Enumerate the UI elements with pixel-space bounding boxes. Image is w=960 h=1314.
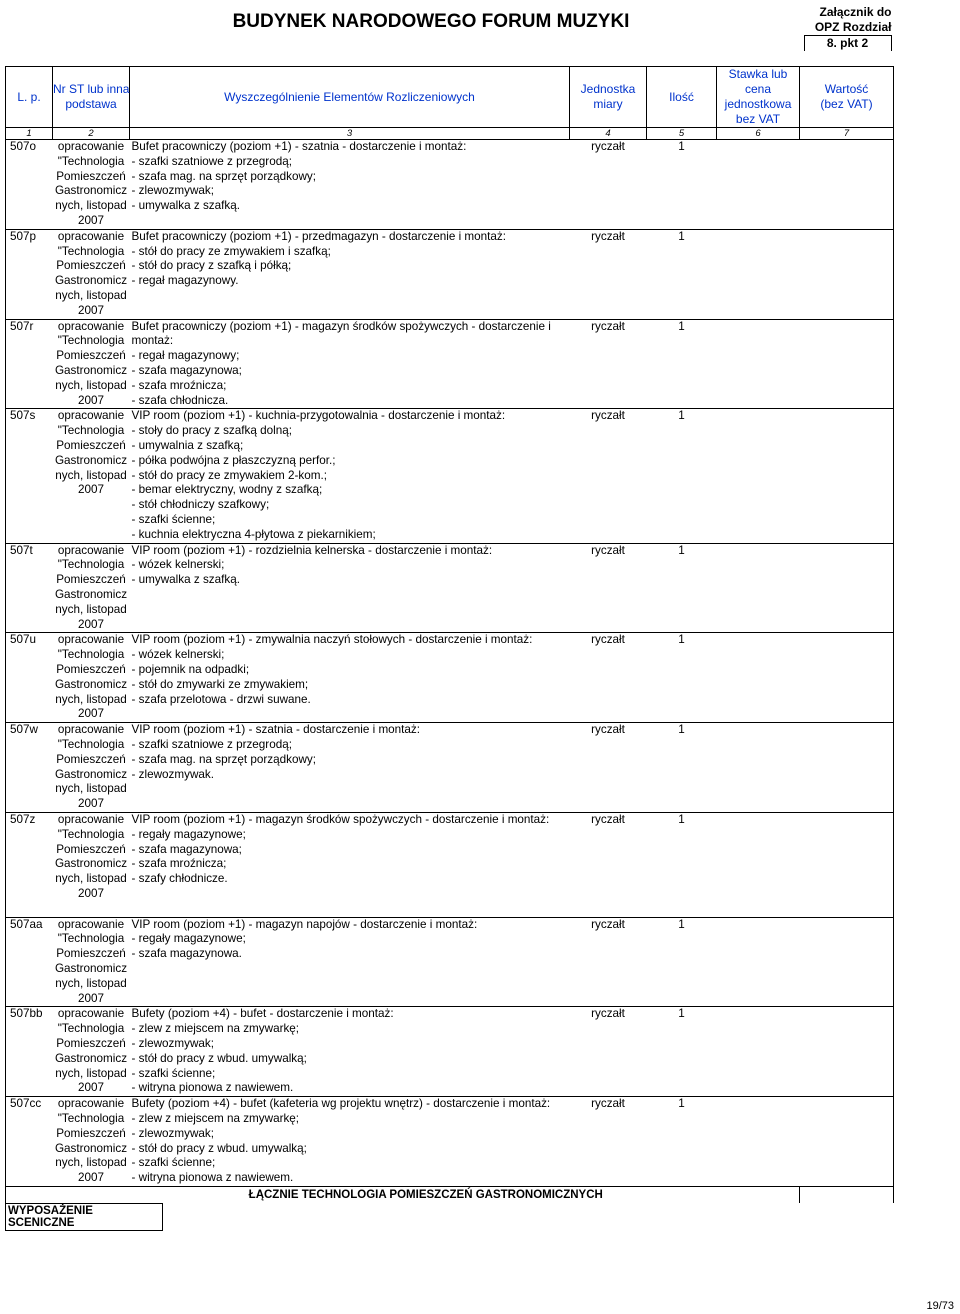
description-line: - regał magazynowy. bbox=[131, 274, 239, 288]
item-number: 507u bbox=[6, 633, 53, 723]
col-header-lp: L. p. bbox=[6, 67, 53, 128]
description-line: VIP room (poziom +1) - szatnia - dostarczenie i montaż: bbox=[131, 723, 421, 737]
basis-line: nych, listopad bbox=[55, 1066, 127, 1080]
description-line: - witryna pionowa z nawiewem. bbox=[131, 1171, 294, 1185]
total-label: ŁĄCZNIE TECHNOLOGIA POMIESZCZEŃ GASTRONOMICZNYCH bbox=[53, 1186, 800, 1203]
description-line: Bufet pracowniczy (poziom +1) - przedmagazyn - dostarczenie i montaż: bbox=[131, 229, 506, 243]
item-quantity: 1 bbox=[647, 723, 717, 813]
document-sheet bbox=[5, 5, 893, 1231]
basis-line: "Technologia bbox=[57, 737, 125, 751]
table-row bbox=[6, 543, 894, 633]
description-line: VIP room (poziom +1) - kuchnia-przygotowalnia - dostarczenie i montaż: bbox=[131, 409, 506, 423]
description-line: - zlew z miejscem na zmywarkę; bbox=[131, 1111, 300, 1125]
basis-line: 2007 bbox=[77, 393, 104, 407]
basis-line: nych, listopad bbox=[55, 872, 127, 886]
basis-line: Gastronomicz bbox=[54, 767, 128, 781]
annex-reference bbox=[717, 5, 894, 67]
item-description bbox=[130, 229, 570, 319]
item-quantity: 1 bbox=[647, 1007, 717, 1097]
description-line: - bemar elektryczny, wodny z szafką; bbox=[131, 483, 323, 497]
item-rate bbox=[717, 1007, 800, 1097]
description-line: - szafa chłodnicza. bbox=[131, 393, 229, 407]
document-title: BUDYNEK NARODOWEGO FORUM MUZYKI bbox=[232, 11, 630, 32]
basis-line: Pomieszczeń bbox=[56, 349, 126, 363]
item-rate bbox=[717, 543, 800, 633]
basis-line: 2007 bbox=[77, 1081, 104, 1095]
description-line: - półka podwójna z płaszczyzną perfor.; bbox=[131, 453, 336, 467]
item-value bbox=[800, 409, 894, 543]
item-number: 507s bbox=[6, 409, 53, 543]
item-rate bbox=[717, 319, 800, 409]
annex-line-3: 8. pkt 2 bbox=[804, 35, 892, 51]
item-number: 507bb bbox=[6, 1007, 53, 1097]
col-number: 7 bbox=[800, 128, 894, 140]
description-line: - szafki szatniowe z przegrodą; bbox=[131, 154, 292, 168]
description-line: - kuchnia elektryczna 4-płytowa z piekarnikiem; bbox=[131, 527, 376, 541]
basis-line: nych, listopad bbox=[55, 1156, 127, 1170]
item-unit: ryczałt bbox=[570, 1007, 647, 1097]
description-line: - wózek kelnerski; bbox=[131, 558, 225, 572]
description-line: - zlewozmywak; bbox=[131, 184, 214, 198]
item-number: 507w bbox=[6, 723, 53, 813]
item-basis bbox=[53, 1007, 130, 1097]
basis-line: "Technologia bbox=[57, 154, 125, 168]
basis-line: Gastronomicz bbox=[54, 453, 128, 467]
basis-line: Gastronomicz bbox=[54, 587, 128, 601]
item-number: 507aa bbox=[6, 917, 53, 1007]
total-row bbox=[6, 1186, 894, 1203]
description-line: - umywalka z szafką. bbox=[131, 199, 240, 213]
item-quantity: 1 bbox=[647, 409, 717, 543]
item-number: 507cc bbox=[6, 1097, 53, 1187]
table-row bbox=[6, 917, 894, 1007]
item-description bbox=[130, 409, 570, 543]
description-line: - pojemnik na odpadki; bbox=[131, 662, 250, 676]
item-quantity: 1 bbox=[647, 229, 717, 319]
basis-line: 2007 bbox=[77, 1171, 104, 1185]
description-line: Bufet pracowniczy (poziom +1) - magazyn środków spożywczych - dostarczenie i bbox=[131, 319, 551, 333]
description-line: VIP room (poziom +1) - magazyn napojów - dostarczenie i montaż: bbox=[131, 917, 478, 931]
description-line: - szafa mag. na sprzęt porządkowy; bbox=[131, 169, 316, 183]
item-quantity: 1 bbox=[647, 543, 717, 633]
item-unit: ryczałt bbox=[570, 812, 647, 917]
basis-line: nych, listopad bbox=[55, 468, 127, 482]
col-header-description: Wyszczególnienie Elementów Rozliczeniowych bbox=[130, 67, 570, 128]
item-rate bbox=[717, 633, 800, 723]
description-line: - stoły do pracy z szafką dolną; bbox=[131, 424, 292, 438]
description-line: - umywalka z szafką. bbox=[131, 573, 240, 587]
basis-line: opracowanie bbox=[57, 1097, 125, 1111]
table-row bbox=[6, 1007, 894, 1097]
basis-line: "Technologia bbox=[57, 648, 125, 662]
basis-line: 2007 bbox=[77, 991, 104, 1005]
item-basis bbox=[53, 633, 130, 723]
basis-line: opracowanie bbox=[57, 917, 125, 931]
table-row bbox=[6, 812, 894, 917]
item-value bbox=[800, 140, 894, 230]
item-rate bbox=[717, 1097, 800, 1187]
description-line: - szafa magazynowa; bbox=[131, 842, 242, 856]
item-quantity: 1 bbox=[647, 633, 717, 723]
basis-line: nych, listopad bbox=[55, 199, 127, 213]
col-number: 6 bbox=[717, 128, 800, 140]
basis-line: "Technologia bbox=[57, 1022, 125, 1036]
col-header-value: Wartość (bez VAT) bbox=[800, 67, 894, 128]
item-value bbox=[800, 1007, 894, 1097]
item-description bbox=[130, 140, 570, 230]
item-value bbox=[800, 633, 894, 723]
next-section-heading: WYPOSAŻENIE SCENICZNE bbox=[5, 1203, 163, 1231]
total-value bbox=[800, 1186, 894, 1203]
basis-line: nych, listopad bbox=[55, 976, 127, 990]
basis-line: "Technologia bbox=[57, 1111, 125, 1125]
basis-line: Pomieszczeń bbox=[56, 169, 126, 183]
col-number: 2 bbox=[53, 128, 130, 140]
description-line: montaż: bbox=[131, 334, 174, 348]
basis-line: opracowanie bbox=[57, 543, 125, 557]
table-row bbox=[6, 409, 894, 543]
description-line: - szafy chłodnicze. bbox=[131, 872, 228, 886]
item-value bbox=[800, 723, 894, 813]
description-line: - szafa przelotowa - drzwi suwane. bbox=[131, 692, 311, 706]
item-rate bbox=[717, 812, 800, 917]
basis-line: "Technologia bbox=[57, 827, 125, 841]
item-unit: ryczałt bbox=[570, 543, 647, 633]
item-description bbox=[130, 917, 570, 1007]
description-line: - umywalnia z szafką; bbox=[131, 438, 244, 452]
item-description bbox=[130, 812, 570, 917]
item-basis bbox=[53, 319, 130, 409]
item-unit: ryczałt bbox=[570, 409, 647, 543]
item-description bbox=[130, 319, 570, 409]
description-line: - stół chłodniczy szafkowy; bbox=[131, 498, 270, 512]
basis-line: "Technologia bbox=[57, 424, 125, 438]
description-line: - szafa magazynowa; bbox=[131, 363, 242, 377]
description-line: - zlew z miejscem na zmywarkę; bbox=[131, 1022, 300, 1036]
basis-line: 2007 bbox=[77, 797, 104, 811]
description-line: - zlewozmywak; bbox=[131, 1036, 214, 1050]
item-number: 507t bbox=[6, 543, 53, 633]
item-rate bbox=[717, 229, 800, 319]
basis-line: 2007 bbox=[77, 303, 104, 317]
item-description bbox=[130, 723, 570, 813]
description-line: - szafki ścienne; bbox=[131, 1156, 216, 1170]
item-quantity: 1 bbox=[647, 1097, 717, 1187]
col-number: 1 bbox=[6, 128, 53, 140]
item-description bbox=[130, 633, 570, 723]
description-line: - szafa mroźnicza; bbox=[131, 378, 227, 392]
item-rate bbox=[717, 409, 800, 543]
description-line: - stół do pracy ze zmywakiem i szafką; bbox=[131, 244, 331, 258]
item-value bbox=[800, 543, 894, 633]
basis-line: nych, listopad bbox=[55, 782, 127, 796]
item-value bbox=[800, 1097, 894, 1187]
col-header-quantity: Ilość bbox=[647, 67, 717, 128]
basis-line: Gastronomicz bbox=[54, 274, 128, 288]
description-line: VIP room (poziom +1) - zmywalnia naczyń stołowych - dostarczenie i montaż: bbox=[131, 633, 533, 647]
basis-line: Gastronomicz bbox=[54, 677, 128, 691]
item-quantity: 1 bbox=[647, 140, 717, 230]
basis-line: 2007 bbox=[77, 886, 104, 900]
description-line: - stół do pracy z szafką i półką; bbox=[131, 259, 292, 273]
basis-line: Gastronomicz bbox=[54, 363, 128, 377]
description-line: - wózek kelnerski; bbox=[131, 648, 225, 662]
basis-line: "Technologia bbox=[57, 334, 125, 348]
item-basis bbox=[53, 543, 130, 633]
table-row bbox=[6, 1097, 894, 1187]
description-line: - szafki szatniowe z przegrodą; bbox=[131, 737, 292, 751]
col-number: 5 bbox=[647, 128, 717, 140]
basis-line: opracowanie bbox=[57, 140, 125, 153]
col-header-rate: Stawka lub cena jednostkowa bez VAT bbox=[717, 67, 800, 128]
basis-line: nych, listopad bbox=[55, 378, 127, 392]
item-unit: ryczałt bbox=[570, 229, 647, 319]
col-header-basis: Nr ST lub inna podstawa bbox=[53, 67, 130, 128]
item-quantity: 1 bbox=[647, 319, 717, 409]
page-number: 19/73 bbox=[926, 1300, 954, 1312]
basis-line: Pomieszczeń bbox=[56, 1126, 126, 1140]
description-line: - stół do pracy ze zmywakiem 2-kom.; bbox=[131, 468, 327, 482]
basis-line: Gastronomicz bbox=[54, 1051, 128, 1065]
description-line: - witryna pionowa z nawiewem. bbox=[131, 1081, 294, 1095]
item-value bbox=[800, 812, 894, 917]
item-number: 507p bbox=[6, 229, 53, 319]
col-number: 3 bbox=[130, 128, 570, 140]
basis-line: "Technologia bbox=[57, 244, 125, 258]
basis-line: 2007 bbox=[77, 617, 104, 631]
table-row bbox=[6, 140, 894, 230]
basis-line: Pomieszczeń bbox=[56, 662, 126, 676]
item-basis bbox=[53, 409, 130, 543]
basis-line: opracowanie bbox=[57, 319, 125, 333]
basis-line: Pomieszczeń bbox=[56, 842, 126, 856]
basis-line: Pomieszczeń bbox=[56, 947, 126, 961]
item-value bbox=[800, 319, 894, 409]
description-line: - regały magazynowe; bbox=[131, 932, 246, 946]
basis-line: 2007 bbox=[77, 483, 104, 497]
col-header-unit: Jednostka miary bbox=[570, 67, 647, 128]
description-line: Bufet pracowniczy (poziom +1) - szatnia - dostarczenie i montaż: bbox=[131, 140, 467, 153]
description-line: Bufety (poziom +4) - bufet - dostarczenie i montaż: bbox=[131, 1007, 394, 1021]
description-line: - stół do pracy z wbud. umywalką; bbox=[131, 1051, 307, 1065]
cost-table bbox=[5, 5, 894, 1203]
description-line: - szafki ścienne; bbox=[131, 512, 216, 526]
column-number-row bbox=[6, 128, 894, 140]
item-basis bbox=[53, 723, 130, 813]
item-basis bbox=[53, 229, 130, 319]
description-line: - stół do zmywarki ze zmywakiem; bbox=[131, 677, 309, 691]
table-row bbox=[6, 319, 894, 409]
basis-line: Gastronomicz bbox=[54, 961, 128, 975]
item-description bbox=[130, 543, 570, 633]
table-row bbox=[6, 229, 894, 319]
basis-line: Pomieszczeń bbox=[56, 438, 126, 452]
description-line: - stół do pracy z wbud. umywalką; bbox=[131, 1141, 307, 1155]
basis-line: opracowanie bbox=[57, 723, 125, 737]
item-unit: ryczałt bbox=[570, 917, 647, 1007]
item-unit: ryczałt bbox=[570, 723, 647, 813]
basis-line: "Technologia bbox=[57, 932, 125, 946]
item-basis bbox=[53, 917, 130, 1007]
basis-line: Gastronomicz bbox=[54, 184, 128, 198]
item-unit: ryczałt bbox=[570, 140, 647, 230]
item-rate bbox=[717, 917, 800, 1007]
item-value bbox=[800, 917, 894, 1007]
table-row bbox=[6, 723, 894, 813]
basis-line: opracowanie bbox=[57, 1007, 125, 1021]
item-quantity: 1 bbox=[647, 917, 717, 1007]
item-value bbox=[800, 229, 894, 319]
basis-line: nych, listopad bbox=[55, 288, 127, 302]
basis-line: Pomieszczeń bbox=[56, 752, 126, 766]
item-basis bbox=[53, 1097, 130, 1187]
description-line: - szafa mroźnicza; bbox=[131, 857, 227, 871]
item-unit: ryczałt bbox=[570, 1097, 647, 1187]
basis-line: 2007 bbox=[77, 213, 104, 227]
description-line: - zlewozmywak. bbox=[131, 767, 214, 781]
item-number: 507o bbox=[6, 140, 53, 230]
basis-line: opracowanie bbox=[57, 409, 125, 423]
basis-line: nych, listopad bbox=[55, 602, 127, 616]
item-description bbox=[130, 1097, 570, 1187]
item-quantity: 1 bbox=[647, 812, 717, 917]
basis-line: Gastronomicz bbox=[54, 1141, 128, 1155]
annex-line-2: OPZ Rozdział bbox=[814, 20, 892, 34]
basis-line: opracowanie bbox=[57, 812, 125, 826]
basis-line: "Technologia bbox=[57, 558, 125, 572]
item-number: 507r bbox=[6, 319, 53, 409]
basis-line: Pomieszczeń bbox=[56, 573, 126, 587]
description-line: VIP room (poziom +1) - magazyn środków spożywczych - dostarczenie i montaż: bbox=[131, 812, 550, 826]
item-basis bbox=[53, 140, 130, 230]
basis-line: 2007 bbox=[77, 707, 104, 721]
description-line: VIP room (poziom +1) - rozdzielnia kelnerska - dostarczenie i montaż: bbox=[131, 543, 493, 557]
description-line: - szafki ścienne; bbox=[131, 1066, 216, 1080]
item-rate bbox=[717, 723, 800, 813]
basis-line: nych, listopad bbox=[55, 692, 127, 706]
basis-line: Pomieszczeń bbox=[56, 259, 126, 273]
item-rate bbox=[717, 140, 800, 230]
description-line: - regały magazynowe; bbox=[131, 827, 246, 841]
description-line: - zlewozmywak; bbox=[131, 1126, 214, 1140]
item-description bbox=[130, 1007, 570, 1097]
item-basis bbox=[53, 812, 130, 917]
annex-line-1: Załącznik do bbox=[819, 5, 892, 19]
basis-line: opracowanie bbox=[57, 229, 125, 243]
basis-line: Gastronomicz bbox=[54, 857, 128, 871]
table-row bbox=[6, 633, 894, 723]
item-number: 507z bbox=[6, 812, 53, 917]
description-line: Bufety (poziom +4) - bufet (kafeteria wg projektu wnętrz) - dostarczenie i montaż: bbox=[131, 1097, 551, 1111]
description-line: - regał magazynowy; bbox=[131, 349, 240, 363]
description-line: - szafa magazynowa. bbox=[131, 947, 242, 961]
item-unit: ryczałt bbox=[570, 319, 647, 409]
basis-line: opracowanie bbox=[57, 633, 125, 647]
item-unit: ryczałt bbox=[570, 633, 647, 723]
description-line: - szafa mag. na sprzęt porządkowy; bbox=[131, 752, 316, 766]
column-header-row bbox=[6, 67, 894, 128]
basis-line: Pomieszczeń bbox=[56, 1036, 126, 1050]
col-number: 4 bbox=[570, 128, 647, 140]
